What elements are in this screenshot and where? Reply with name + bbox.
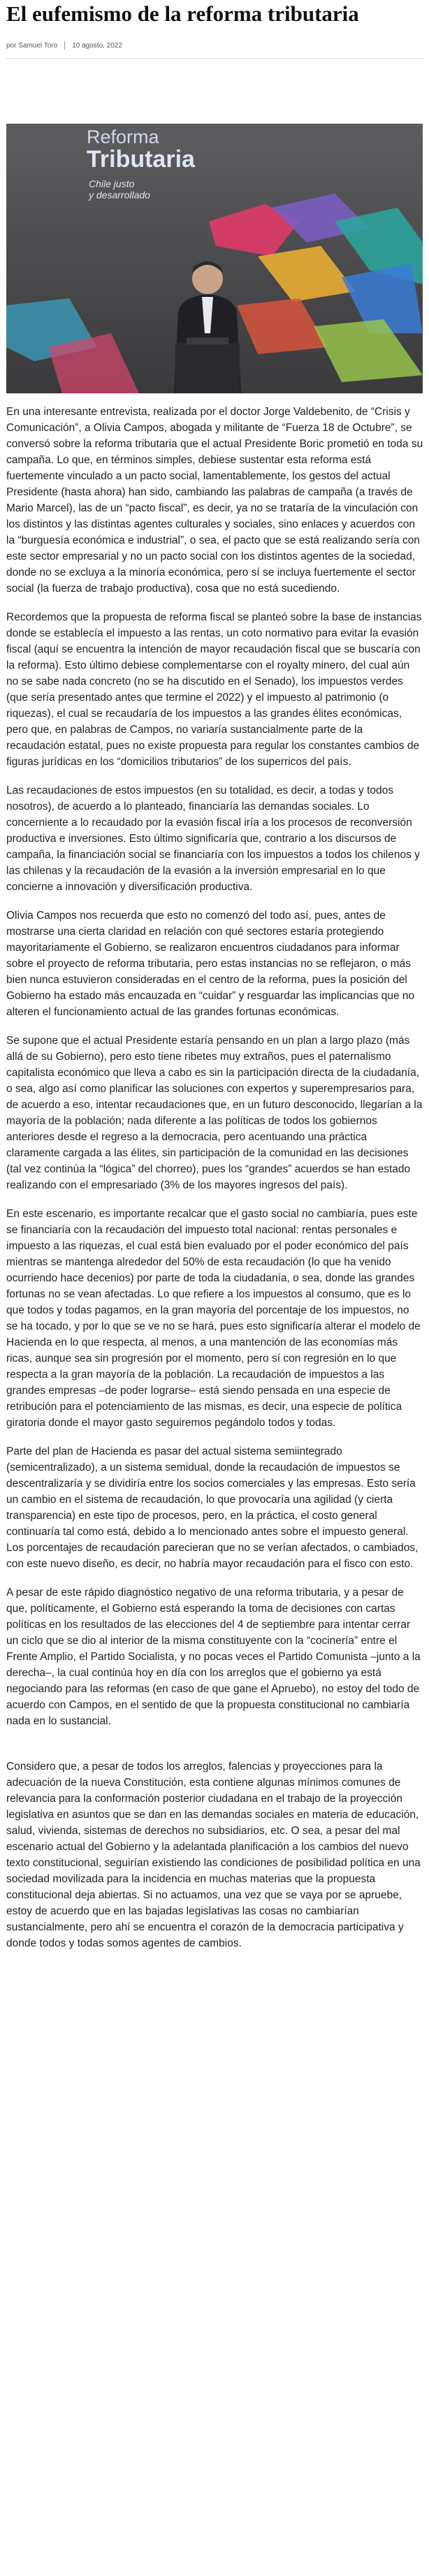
article-paragraph: Parte del plan de Hacienda es pasar del actual sistema semiintegrado (semicentralizado), a un sistema semidual, donde la recaudación de impuestos se descentralizaría y se dividiría entre los socios comerciales y las empresas. Esto sería un cambio en el sistema de recaudación, lo que provocaría una agilidad (y cierta transparencia) en este tipo de procesos, pero, en la práctica, el costo general continuaría tal como está, debido a lo mencionado antes sobre el impuesto general. Los porcentajes de recaudación parecieran que no se verían afectados, o cambiados, con este nuevo diseño, es decir, no habría mayor recaudación para el fisco con esto. bbox=[6, 1446, 419, 1570]
publish-date: 10 agosto, 2022 bbox=[72, 41, 122, 50]
hero-image bbox=[6, 124, 423, 393]
article-paragraph: Se supone que el actual Presidente estaría pensando en un plan a largo plazo (más allá de su Gobierno), pero esto tiene ribetes muy extraños, pues el paternalismo capitalista económico que lleva a cabo es sin la participación directa de la ciudadanía, o sea, algo así como planificar las soluciones con expertos y superempresarios para, de acuerdo a eso, intentar recaudaciones que, en un futuro desconocido, llegarían a la mayoría de la población; nada diferente a las políticas de todos los gobiernos anteriores desde el regreso a la democracia, pero acentuando una práctica claramente cargada a las élites, sin participación de la comunidad en las decisiones (tal vez continúa la “lógica” del chorreo), pues los “grandes” acuerdos se han estado realizando con el empresariado (3% de los mayores ingresos del país). bbox=[6, 1035, 423, 1191]
hero-banner-line2: Tributaria bbox=[87, 146, 195, 173]
hero-tagline-2: y desarrollado bbox=[89, 189, 150, 201]
article-paragraph: En este escenario, es importante recalcar que el gasto social no cambiaría, pues este se financiaría con la recaudación del impuesto total nacional: rentas personales e impuesto a las riquezas, el cual está bien evaluado por el poder económico del país mientras se mantenga alrededor del 50% de esta recaudación (lo que ha venido ocurriendo hace decenios) por parte de toda la ciudadanía, o sea, donde las grandes fortunas no se vean afectadas. Lo que refiere a los impuestos al consumo, que es lo que todos y todas pagamos, en la gran mayoría del porcentaje de los impuestos, no se ha tocado, y por lo que se ve no se hará, pues esto significaría alterar el modelo de Hacienda en lo que respecta, al menos, a una mantención de las economías más ricas, aunque sea sin progresión por el momento, pero sí con regresión en lo que respecta a la gran mayoría de la población. La recaudación de impuestos a las grandes empresas –de poder lograrse– está siendo pensada en una especie de retribución para el potenciamiento de las mismas, es decir, una especie de política giratoria donde el mayor gasto seguiremos pegándolo todos y todas. bbox=[6, 1208, 421, 1429]
article-paragraph: Olivia Campos nos recuerda que esto no comenzó del todo así, pues, antes de mostrarse una cierta claridad en relación con qué sectores estaría protegiendo mayoritariamente el Gobierno, se realizaron encuentros ciudadanos para informar sobre el proyecto de reforma tributaria, pero estas instancias no se reflejaron, o más bien nunca estuvieron consideradas en el centro de la reforma, pues la posición del Gobierno ha estado más encauzada en “cuidar” y resguardar las implicancias que no alteren el funcionamiento actual de las grandes fortunas económicas. bbox=[6, 910, 415, 1018]
article-body bbox=[6, 404, 423, 1951]
article-title: El eufemismo de la reforma tributaria bbox=[6, 1, 359, 26]
article-paragraph: Las recaudaciones de estos impuestos (en su totalidad, es decir, a todas y todos nosotros), de acuerdo a lo planteado, financiaría las demandas sociales. Lo concerniente a lo recaudado por la evasión fiscal iría a los procesos de reconversión productiva e inversiones. Esto último significaría que, contrario a los discursos de campaña, la financiación social se financiaría con los impuestos a todos los chilenos y las chilenas y la recaudación de la evasión a la inversión empresarial en lo que concierne a innovación y diversificación productiva. bbox=[6, 785, 420, 893]
article-paragraph: En una interesante entrevista, realizada por el doctor Jorge Valdebenito, de “Crisis y Comunicación”, a Olivia Campos, abogada y militante de “Fuerza 18 de Octubre”, se conversó sobre la reforma tributaria que el actual Presidente Boric prometió en toda su campaña. Lo que, en términos simples, debiese sustentar esta reforma está fuertemente vinculado a un pacto social, lamentablemente, los gestos del actual Presidente (hasta ahora) han sido, cambiando las palabras de campaña (a través de Mario Marcel), las de un “pacto fiscal”, es decir, ya no se trataría de la vinculación con los distintos y las distintas agentes culturales y sociales, sino enlaces y acuerdos con la “burguesía económica e industrial”, o sea, el pacto que se está realizando sería con este sector empresarial y no un pacto social con los distintos agentes de la sociedad, donde no se excluya a la minoría económica, pero sí se incluya fuertemente el sector social (la fuerza de trabajo productiva), cosa que no está sucediendo. bbox=[6, 406, 423, 595]
article-paragraph: A pesar de este rápido diagnóstico negativo de una reforma tributaria, y a pesar de que, políticamente, el Gobierno está esperando la toma de decisiones con cartas políticas en los resultados de las elecciones del 4 de septiembre para intentar cerrar un ciclo que se dio al interior de la misma constituyente con la “cocinería” entre el Frente Amplio, el Partido Socialista, y no pocas veces el Partido Comunista –junto a la derecha–, la cual continúa hoy en día con los arreglos que el gobierno ya está negociando para las reformas (en caso de que gane el Apruebo), no estoy del todo de acuerdo con Campos, en el sentido de que la propuesta constitucional no cambiaría nada en lo sustancial. bbox=[6, 1587, 421, 1727]
article-container bbox=[0, 1, 429, 1951]
header-divider bbox=[6, 58, 423, 59]
hero-tagline-1: Chile justo bbox=[89, 178, 135, 189]
article-paragraph: Considero que, a pesar de todos los arreglos, falencias y proyecciones para la adecuación de la nueva Constitución, esta contiene algunas mínimos comunes de relevancia para la conformación posterior ciudadana en el trabajo de la proyección legislativa en asuntos que se dan en las demandas sociales en materia de educación, salud, vivienda, sistemas de derechos no subsidiarios, etc. O sea, a pesar del mal escenario actual del Gobierno y la adelantada planificación a los cambios del nuevo texto constitucional, seguirían existiendo las condiciones de posibilidad política en una sociedad movilizada para la incidencia en muchas materias que la propuesta constitucional deja abiertas. Si no actuamos, una vez que se vaya por se apruebe, estoy de acuerdo que en las bajadas legislativas las cosas no cambiarían sustancialmente, pero ahí se encuentra el corazón de la democracia participativa y donde todos y todas somos agentes de cambios. bbox=[6, 1761, 421, 1949]
hero-banner-tagline bbox=[89, 178, 150, 201]
article-meta bbox=[6, 41, 423, 50]
meta-separator bbox=[64, 41, 65, 50]
author-link[interactable]: por Samuel Toro bbox=[6, 41, 58, 50]
hero-banner-line1: Reforma bbox=[87, 126, 159, 147]
article-paragraph: Recordemos que la propuesta de reforma fiscal se planteó sobre la base de instancias donde se establecía el impuesto a las rentas, un coto normativo para evitar la evasión fiscal (aquí se encuentra la intención de mayor recaudación fiscal que se buscaría con la reforma). Esto último debiese complementarse con el royalty minero, del cual aún no se sabe nada concreto (no se ha discutido en el Senado), los impuestos verdes (que sería presentado antes que termine el 2022) y el impuesto al patrimonio (o riquezas), el cual se recaudaría de los impuestos a las grandes élites económicas, pero que, en palabras de Campos, no variaría sustancialmente parte de la recaudación estatal, pues no existe propuesta para regular los constantes cambios de figuras jurídicas en los “domicilios tributarios” de los superricos del país. bbox=[6, 611, 422, 768]
hero-backdrop-icon bbox=[6, 124, 423, 393]
